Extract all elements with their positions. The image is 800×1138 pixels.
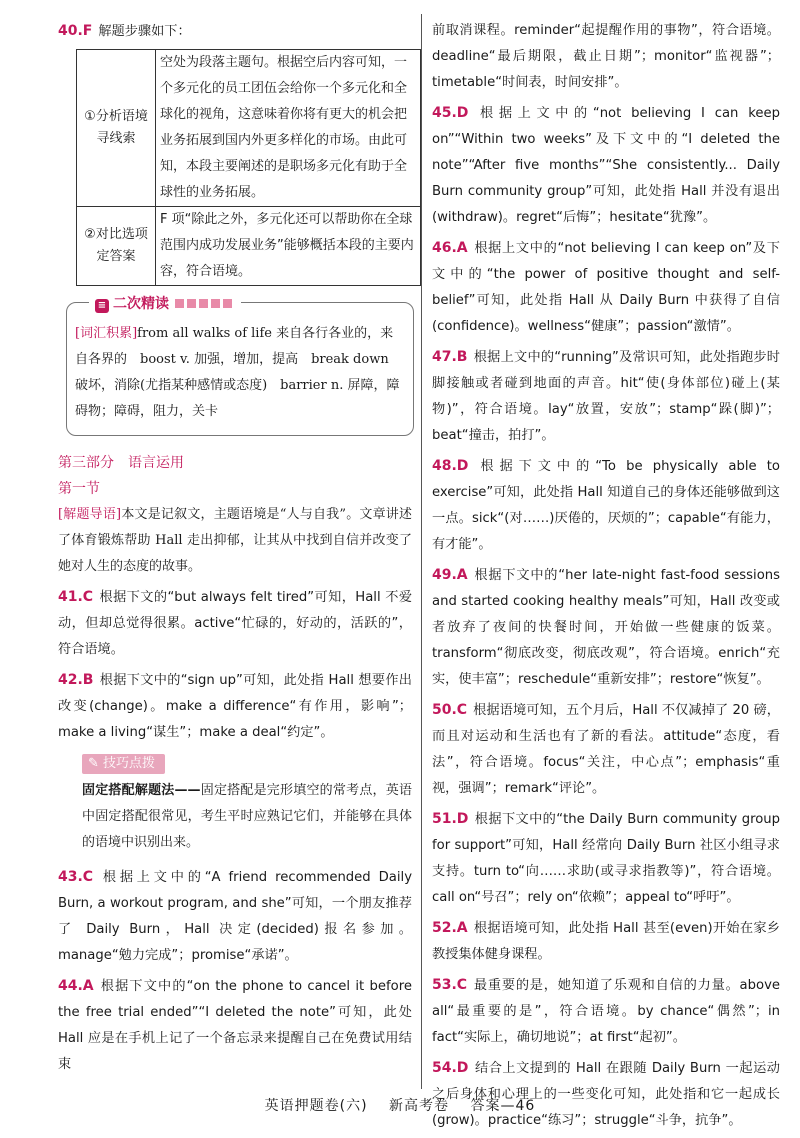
answer-40: 40.F 解题步骤如下：: [58, 23, 191, 39]
answer-51: 51.D 根据下文中的“the Daily Burn community group for support”可知，Hall 经常向 Daily Burn 社区小组寻求支持。turn to“向……求助(或寻求指教等)”，符合语境。call on“号召”；rely on“依赖”；appeal to“呼吁”。: [432, 811, 780, 905]
step-content: 空处为段落主题句。根据空后内容可知，一个多元化的员工团伍会给你一个多元化和全球化的视角，这意味着你将有更大的机会把业务拓展到国内外更多样化的市场。由此可知，本段主要阐述的是职场多元化有助于全球性的业务拓展。: [156, 50, 421, 207]
guide-text: [解题导语]本文是记叙文，主题语境是“人与自我”。文章讲述了体育锻炼帮助 Hall 走出抑郁，让其从中找到自信并改变了她对人生的态度的故事。: [58, 507, 412, 574]
answer-45: 45.D 根据上文中的“not believing I can keep on”“Within two weeks”及下文中的“I deleted the note”“After five months”“She consistently... Daily Burn community group”可知，此处指 Hall 并没有退出(withdraw)。regret“后悔”；hesitate“犹豫”。: [432, 105, 780, 225]
left-column: [58, 18, 412, 1082]
answer-42: 42.B 根据下文中的“sign up”可知，此处指 Hall 想要作出改变(change)。make a difference“有作用，影响”；make a living“谋生”；make a deal“约定”。: [58, 672, 412, 740]
answer-50: 50.C 根据语境可知，五个月后，Hall 不仅减掉了 20 磅，而且对运动和生活也有了新的看法。attitude“态度，看法”，符合语境。focus“关注，中心点”；emphasis“重视，强调”；remark“评论”。: [432, 702, 780, 796]
solution-steps-table: [76, 49, 421, 286]
book-icon: ≡: [95, 299, 109, 313]
step-content: F 项“除此之外，多元化还可以帮助你在全球范围内成功发展业务”能够概括本段的主要内容，符合语境。: [156, 207, 421, 286]
right-column: [432, 18, 780, 1138]
column-divider: [421, 14, 422, 1089]
answer-53: 53.C 最重要的是，她知道了乐观和自信的力量。above all“最重要的是”，符合语境。by chance“偶然”；in fact“实际上，确切地说”；at first“起初”。: [432, 977, 780, 1045]
second-reading-tab: ≡ 二次精读: [89, 293, 241, 313]
tip-header: ✎ 技巧点拨: [82, 754, 165, 774]
answer-41: 41.C 根据下文的“but always felt tired”可知，Hall 不爱动，但却总觉得很累。active“忙碌的，好动的，活跃的”，符合语境。: [58, 589, 412, 657]
answer-44-continued: 前取消课程。reminder“起提醒作用的事物”，符合语境。deadline“最后期限，截止日期”；monitor“监视器”；timetable“时间表，时间安排”。: [432, 23, 780, 90]
answer-54: 54.D 结合上文提到的 Hall 在跟随 Daily Burn 一起运动之后身体和心理上的一些变化可知，此处指和它一起成长(grow)。practice“练习”；struggle“斗争，抗争”。: [432, 1060, 780, 1128]
decorative-bars: [175, 296, 235, 312]
pencil-icon: ✎: [88, 756, 104, 771]
answer-44: 44.A 根据下文中的“on the phone to cancel it before the free trial ended”“I deleted the note”可知，此处 Hall 应是在手机上记了一个备忘录来提醒自己在免费试用结束: [58, 978, 412, 1072]
table-row: [77, 50, 421, 207]
step-label: ①分析语境寻线索: [77, 50, 156, 207]
answer-46: 46.A 根据上文中的“not believing I can keep on”及下文中的“the power of positive thought and self-belief”可知，此处指 Hall 从 Daily Burn 中获得了自信(confidence)。wellness“健康”；passion“激情”。: [432, 240, 780, 334]
answer-52: 52.A 根据语境可知，此处指 Hall 甚至(even)开始在家乡教授集体健身课程。: [432, 920, 780, 962]
answer-47: 47.B 根据上文中的“running”及常识可知，此处指跑步时脚接触或者碰到地面的声音。hit“使(身体部位)碰上(某物)”，符合语境。lay“放置，安放”；stamp“跺(脚)”；beat“撞击，拍打”。: [432, 349, 780, 443]
page-footer: 英语押题卷(六) 新高考卷 答案—46: [264, 1098, 536, 1114]
vocabulary-text: [词汇积累]from all walks of life 来自各行各业的，来自各界的 boost v. 加强，增加，提高 break down 破坏，消除(尤指某种感情或态度) barrier n. 屏障，障碍物；障碍，阻力，关卡: [75, 326, 400, 419]
answer-48: 48.D 根据下文中的“To be physically able to exercise”可知，此处指 Hall 知道自己的身体还能够做到这一点。sick“(对……)厌倦的，厌烦的”；capable“有能力，有才能”。: [432, 458, 780, 552]
table-row: [77, 207, 421, 286]
answer-43: 43.C 根据上文中的“A friend recommended Daily Burn, a workout program, and she”可知，一个朋友推荐了 Daily Burn，Hall 决定(decided)报名参加。manage“勉力完成”；promise“承诺”。: [58, 869, 412, 963]
answer-49: 49.A 根据下文中的“her late-night fast-food sessions and started cooking healthy meals”可知，Hall 改变或者放弃了夜间的快餐时间，开始做一些健康的饭菜。transform“彻底改变，彻底改观”，符合语境。enrich“充实，使丰富”；reschedule“重新安排”；restore“恢复”。: [432, 567, 780, 687]
section-title: 第三部分 语言运用: [58, 455, 184, 471]
step-label: ②对比选项定答案: [77, 207, 156, 286]
subsection-title: 第一节: [58, 481, 100, 497]
tip-text: 固定搭配解题法——固定搭配是完形填空的常考点，英语中固定搭配很常见，考生平时应熟记它们，并能够在具体的语境中识别出来。: [82, 783, 412, 850]
second-reading-box: [66, 296, 414, 436]
